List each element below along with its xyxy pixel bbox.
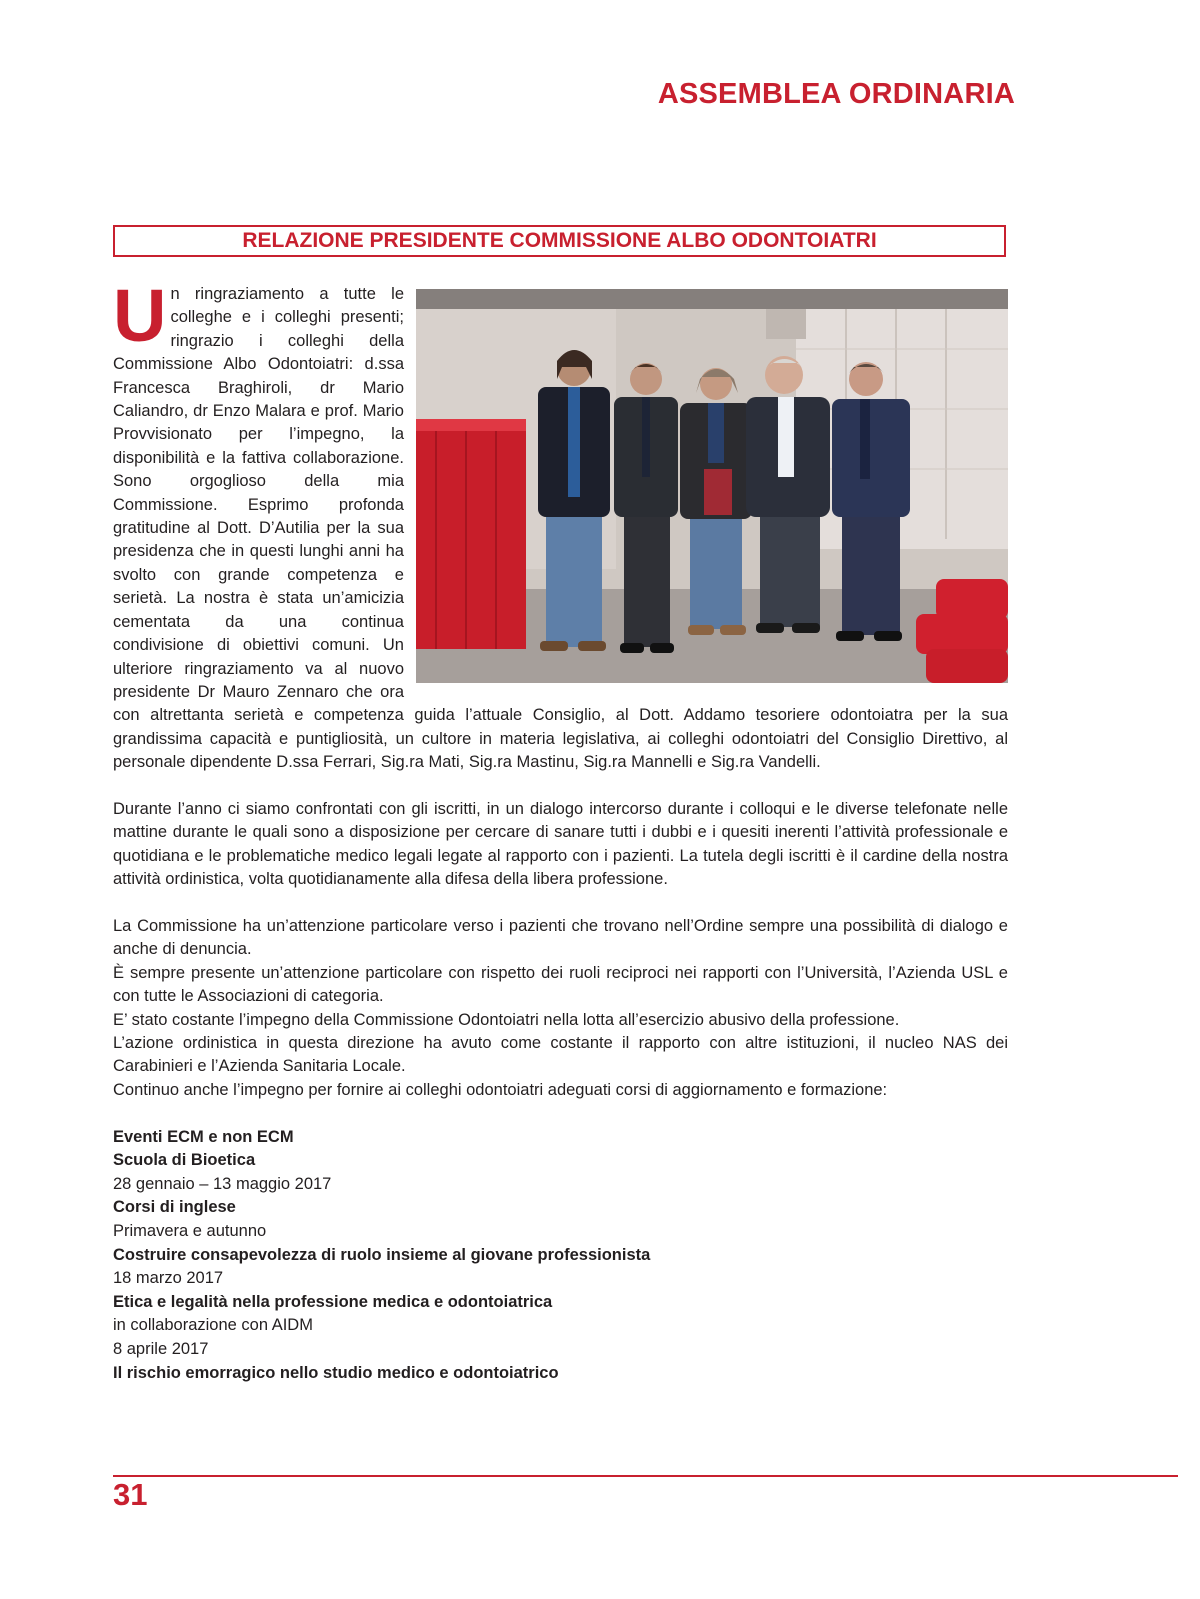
events-list: [113, 1126, 1008, 1386]
event-note-etica: in collaborazione con AIDM: [113, 1316, 313, 1335]
event-date-ruolo: 18 marzo 2017: [113, 1269, 224, 1288]
paragraph-3-line-4: L’azione ordinistica in questa direzione ha avuto come costante il rapporto con altre istituzioni, il nucleo NAS dei Carabinieri e l’Azienda Sanitaria Locale.: [113, 1033, 1008, 1076]
event-title-etica: Etica e legalità nella professione medica e odontoiatrica: [113, 1292, 553, 1311]
group-photo: [416, 289, 1008, 683]
event-title-bioetica: Scuola di Bioetica: [113, 1151, 256, 1170]
event-title-ruolo: Costruire consapevolezza di ruolo insieme al giovane professionista: [113, 1245, 651, 1264]
article-title: RELAZIONE PRESIDENTE COMMISSIONE ALBO ODONTOIATRI: [242, 229, 877, 252]
event-title-inglese: Corsi di inglese: [113, 1198, 236, 1217]
event-date-inglese: Primavera e autunno: [113, 1221, 267, 1240]
article-title-box: [113, 225, 1006, 257]
paragraph-3-line-3: E’ stato costante l’impegno della Commissione Odontoiatri nella lotta all’esercizio abusivo della professione.: [113, 1010, 900, 1029]
section-title: ASSEMBLEA ORDINARIA: [657, 78, 1015, 110]
events-heading: Eventi ECM e non ECM: [113, 1127, 294, 1146]
article-body: [113, 274, 1008, 1385]
paragraph-2: Durante l’anno ci siamo confrontati con gli iscritti, in un dialogo intercorso durante i colloqui e le diverse telefonate nelle mattine durante le quali sono a disposizione per cercare di sanare tutti i dubbi e i quesiti inerenti l’attività professionale e quotidiana e le problematiche medico legali legate al rapporto con i pazienti. La tutela degli iscritti è il cardine della nostra attività ordinistica, volta quotidianamente alla difesa della libera professione.: [113, 799, 1008, 889]
drop-cap: U: [113, 274, 167, 357]
paragraph-3-line-1: La Commissione ha un’attenzione particolare verso i pazienti che trovano nell’Ordine sempre una possibilità di dialogo e anche di denuncia.: [113, 916, 1008, 959]
page-number: 31: [113, 1477, 148, 1512]
intro-text: n ringraziamento a tutte le colleghe e i colleghi presenti; ringrazio i colleghi della Commissione Albo Odontoiatri: d.ssa Francesca Braghiroli, dr Mario Caliandro, dr Enzo Malara e prof. Mario Provvisionato per l’impegno, la disponibilità e la fattiva collaborazione. Sono orgoglioso della mia Commissione. Esprimo profonda gratitudine al Dott. D’Autilia per la sua presidenza che in questi lunghi anni ha svolto con grande competenza e serietà. La nostra è stata un’amicizia cementata da una continua condivisione di obiettivi comuni. Un ulteriore ringraziamento va al nuovo presidente Dr Mauro Zennaro che ora con altrettanta serietà e competenza guida l’attuale Consiglio, al Dott. Addamo tesoriere odontoiatra per la sua grandissima capacità e puntigliosità, un cultore in materia legislativa, ai colleghi odontoiatri del Consiglio Direttivo, al personale dipendente D.ssa Ferrari, Sig.ra Mati, Sig.ra Mastinu, Sig.ra Mannelli e Sig.ra Vandelli.: [113, 285, 1008, 772]
paragraph-3-line-2: È sempre presente un’attenzione particolare con rispetto dei ruoli reciproci nei rapporti con l’Università, l’Azienda USL e con tutte le Associazioni di categoria.: [113, 963, 1008, 1006]
event-date-bioetica: 28 gennaio – 13 maggio 2017: [113, 1174, 332, 1193]
footer-rule: [113, 1475, 1178, 1477]
paragraph-3-line-5: Continuo anche l’impegno per fornire ai colleghi odontoiatri adeguati corsi di aggiornamento e formazione:: [113, 1080, 888, 1099]
event-title-rischio: Il rischio emorragico nello studio medico e odontoiatrico: [113, 1363, 559, 1382]
group-photo-illustration: [416, 289, 1008, 683]
event-date-etica: 8 aprile 2017: [113, 1339, 209, 1358]
